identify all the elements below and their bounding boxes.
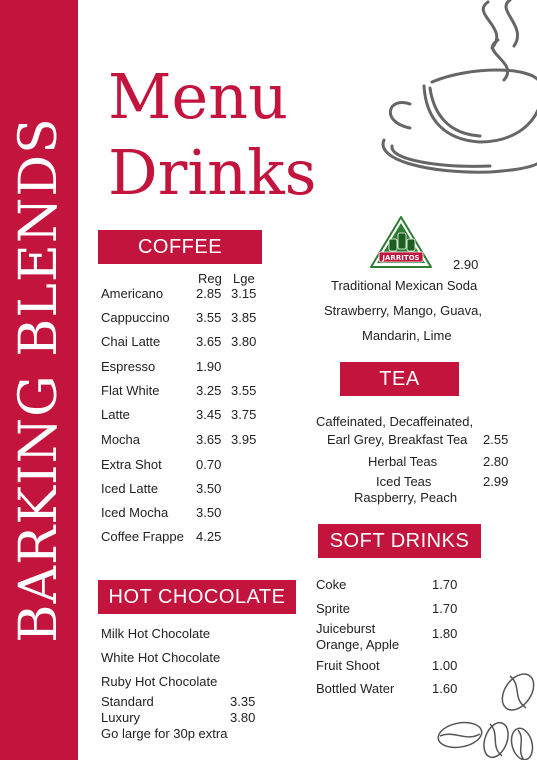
- hot-chocolate-luxury-price: 3.80: [230, 710, 256, 725]
- page-title-menu: Menu: [108, 60, 289, 133]
- coffee-item-name: Espresso: [101, 359, 156, 374]
- coffee-item-reg: 3.50: [196, 481, 222, 496]
- coffee-item-reg: 3.55: [196, 310, 222, 325]
- soft-drink-name: Bottled Water: [316, 681, 395, 696]
- coffee-item-reg: 3.65: [196, 334, 222, 349]
- coffee-item-reg: 3.45: [196, 407, 222, 422]
- jarritos-logo-text: JARRITOS: [382, 254, 420, 262]
- jarritos-price: 2.90: [453, 257, 479, 272]
- soft-drink-price: 1.00: [432, 658, 458, 673]
- coffee-item-name: Iced Latte: [101, 481, 159, 496]
- coffee-item-reg: 1.90: [196, 359, 222, 374]
- soft-drink-price: 1.80: [432, 626, 458, 641]
- hot-chocolate-header: HOT CHOCOLATE: [98, 580, 296, 614]
- soft-drink-price: 1.60: [432, 681, 458, 696]
- tea-line1: Caffeinated, Decaffeinated,: [316, 414, 474, 429]
- soft-drink-price: 1.70: [432, 577, 458, 592]
- soft-drinks-header: SOFT DRINKS: [318, 524, 481, 558]
- coffee-item-name: Latte: [101, 407, 130, 422]
- jarritos-logo: [369, 215, 433, 269]
- soft-drink-price: 1.70: [432, 601, 458, 616]
- coffee-item-reg: 3.65: [196, 432, 222, 447]
- jarritos-line1: Traditional Mexican Soda: [331, 278, 478, 293]
- tea-price2: 2.80: [483, 454, 509, 469]
- hot-chocolate-item: Ruby Hot Chocolate: [101, 674, 218, 689]
- coffee-item-lge: 3.15: [231, 286, 257, 301]
- coffee-cup-icon: [370, 0, 537, 200]
- hot-chocolate-note: Go large for 30p extra: [101, 726, 228, 741]
- coffee-item-lge: 3.80: [231, 334, 257, 349]
- tea-price1: 2.55: [483, 432, 509, 447]
- tea-iced-sub: Raspberry, Peach: [354, 490, 458, 505]
- coffee-item-name: Mocha: [101, 432, 141, 447]
- coffee-item-name: Coffee Frappe: [101, 529, 184, 544]
- coffee-beans-icon: [430, 660, 537, 760]
- coffee-item-name: Flat White: [101, 383, 160, 398]
- soft-drink-name: Sprite: [316, 601, 350, 616]
- coffee-item-reg: 3.50: [196, 505, 222, 520]
- hot-chocolate-item: Milk Hot Chocolate: [101, 626, 211, 641]
- tea-price3: 2.99: [483, 474, 509, 489]
- coffee-item-reg: 2.85: [196, 286, 222, 301]
- soft-drink-name: Juiceburst: [316, 621, 376, 636]
- hot-chocolate-standard-label: Standard: [101, 694, 154, 709]
- jarritos-line2: Strawberry, Mango, Guava,: [324, 303, 482, 318]
- coffee-item-name: Chai Latte: [101, 334, 161, 349]
- soft-drink-name: Fruit Shoot: [316, 658, 380, 673]
- brand-sidebar: [0, 0, 78, 760]
- coffee-item-name: Extra Shot: [101, 457, 162, 472]
- coffee-item-lge: 3.95: [231, 432, 257, 447]
- brand-name: BARKING BLENDS: [9, 117, 69, 643]
- tea-header: TEA: [340, 362, 459, 396]
- coffee-item-reg: 3.25: [196, 383, 222, 398]
- hot-chocolate-luxury-label: Luxury: [101, 710, 141, 725]
- coffee-item-lge: 3.85: [231, 310, 257, 325]
- coffee-item-name: Americano: [101, 286, 164, 301]
- soft-drink-sub: Orange, Apple: [316, 637, 400, 652]
- hot-chocolate-item: White Hot Chocolate: [101, 650, 221, 665]
- page-title-drinks: Drinks: [108, 136, 317, 209]
- jarritos-line3: Mandarin, Lime: [362, 328, 452, 343]
- soft-drink-name: Coke: [316, 577, 347, 592]
- coffee-col-lge: Lge: [233, 271, 255, 286]
- hot-chocolate-standard-price: 3.35: [230, 694, 256, 709]
- coffee-col-reg: Reg: [198, 271, 222, 286]
- coffee-item-reg: 4.25: [196, 529, 222, 544]
- coffee-header: COFFEE: [98, 230, 262, 264]
- coffee-item-name: Iced Mocha: [101, 505, 169, 520]
- tea-line2: Earl Grey, Breakfast Tea: [327, 432, 468, 447]
- tea-iced: Iced Teas: [376, 474, 432, 489]
- coffee-item-lge: 3.75: [231, 407, 257, 422]
- tea-herbal: Herbal Teas: [368, 454, 438, 469]
- coffee-item-lge: 3.55: [231, 383, 257, 398]
- coffee-item-name: Cappuccino: [101, 310, 170, 325]
- coffee-item-reg: 0.70: [196, 457, 222, 472]
